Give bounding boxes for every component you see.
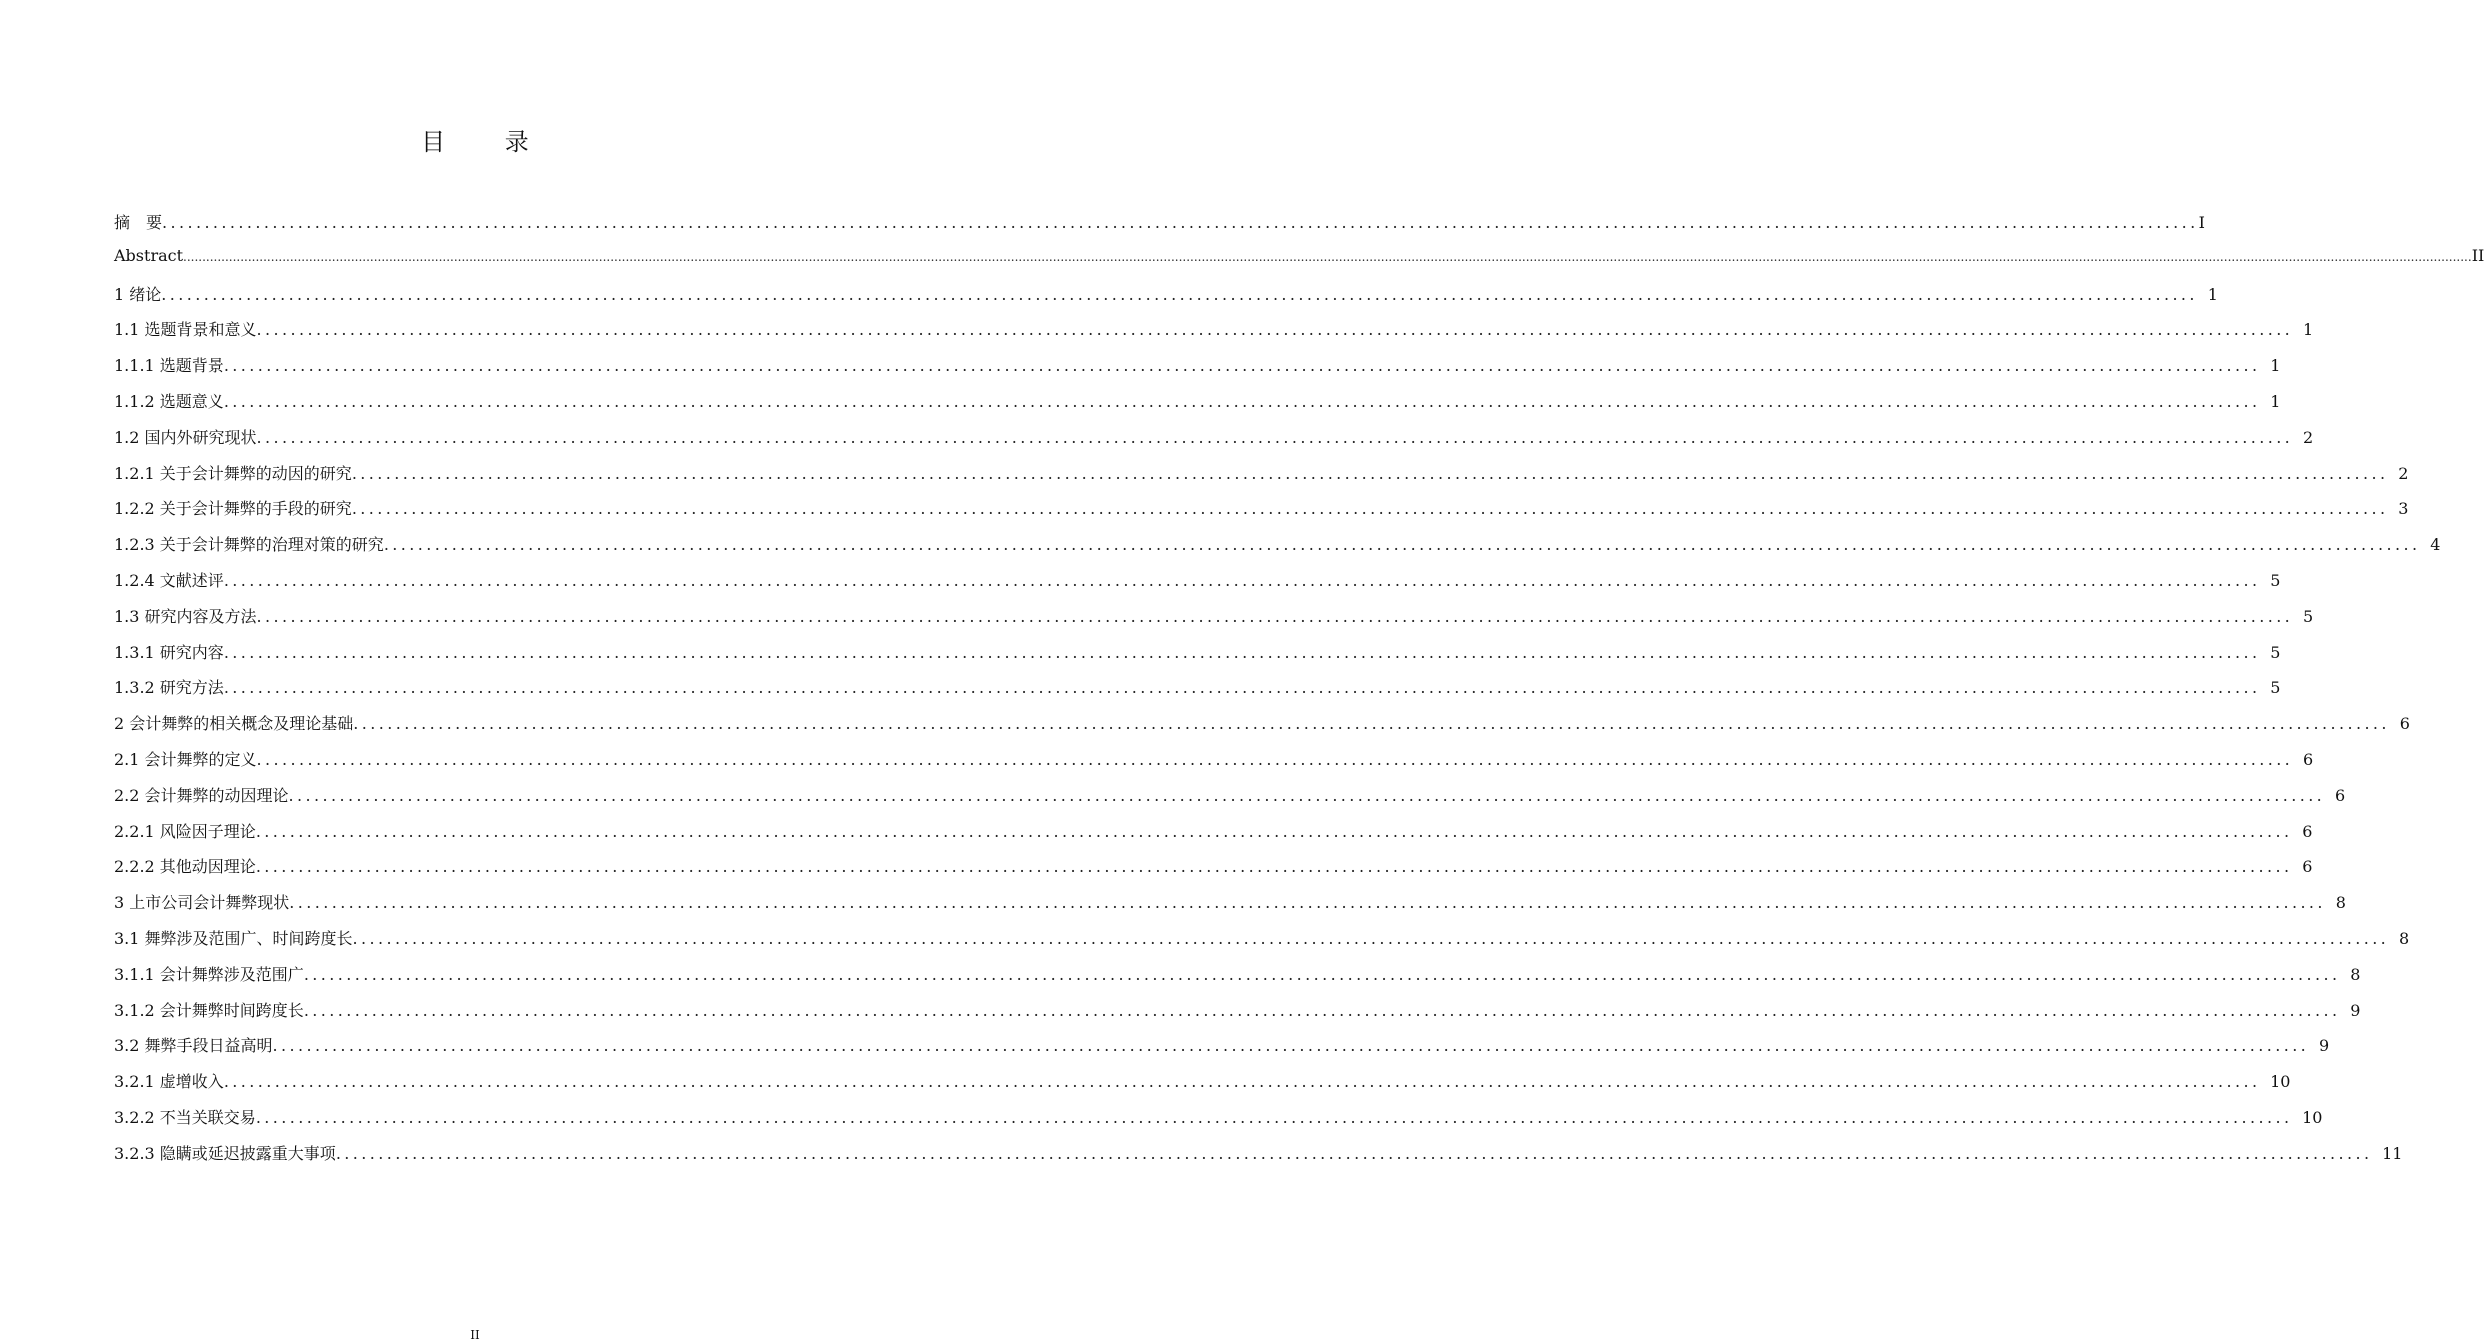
toc-entry[interactable] — [114, 1069, 2291, 1105]
toc-entry-page: 5 — [2270, 678, 2281, 698]
toc-dot-leader: ................................................................................................................................................................................................................................................ — [335, 1143, 2373, 1163]
toc-entry-page: 8 — [2398, 928, 2410, 948]
toc-dot-leader: ................................................................................................................................................................................................................................................ — [256, 427, 2294, 447]
toc-dot-leader: ................................................................................................................................................................................................................................................ — [303, 964, 2341, 984]
toc-entry[interactable] — [114, 210, 2205, 246]
toc-entry[interactable] — [114, 282, 2218, 318]
toc-entry[interactable] — [114, 1141, 2403, 1177]
toc-entry-label: 3.2 舞弊手段日益高明 — [114, 1036, 273, 1056]
toc-entry-label: 2.1 会计舞弊的定义 — [114, 749, 257, 769]
toc-entry-label: 1 绪论 — [114, 284, 162, 304]
toc-dot-leader: ................................................................................................................................................................................................................................................ — [223, 570, 2261, 590]
toc-dot-leader: ................................................................................................................................................................................................................................................ — [353, 714, 2390, 734]
toc-entry-label: 1.3.1 研究内容 — [114, 642, 224, 662]
toc-entry[interactable] — [114, 568, 2281, 604]
toc-entry-page: 6 — [2302, 857, 2313, 877]
toc-entry-label: 1.2 国内外研究现状 — [114, 427, 257, 447]
toc-entry-label: 2.2 会计舞弊的动因理论 — [114, 785, 289, 805]
toc-entry[interactable] — [114, 962, 2361, 998]
toc-entry[interactable] — [114, 245, 2484, 282]
toc-entry-label: 1.1.2 选题意义 — [114, 391, 224, 411]
toc-entry[interactable] — [114, 854, 2313, 890]
toc-entry-page: II — [2471, 245, 2484, 265]
toc-entry[interactable] — [114, 747, 2314, 783]
toc-entry-page: 1 — [2270, 356, 2281, 376]
toc-entry[interactable] — [114, 640, 2281, 676]
toc-dot-leader: ........................................................................................................................................................................................................................................................................................................................................................................................................................................................................................................................................................................................................................ — [183, 249, 2472, 264]
toc-entry-label: 3.2.2 不当关联交易 — [114, 1107, 256, 1127]
toc-dot-leader: ................................................................................................................................................................................................................................................ — [255, 857, 2293, 877]
toc-entry-label: 1.2.4 文献述评 — [114, 570, 224, 590]
toc-entry-page: 8 — [2350, 964, 2361, 984]
page-title: 目 录 — [421, 128, 555, 156]
toc-entry[interactable] — [114, 317, 2314, 353]
toc-entry-label: 1.2.3 关于会计舞弊的治理对策的研究 — [114, 535, 384, 555]
toc-dot-leader: ................................................................................................................................................................................................................................................ — [161, 284, 2198, 304]
toc-entry-label: 2 会计舞弊的相关概念及理论基础 — [114, 714, 354, 734]
toc-entry-page: 10 — [2270, 1072, 2291, 1092]
toc-dot-leader: ................................................................................................................................................................................................................................................ — [303, 1000, 2341, 1020]
toc-entry-label: 3.2.3 隐瞒或延迟披露重大事项 — [114, 1143, 336, 1163]
toc-entry-page: 6 — [2302, 821, 2313, 841]
toc-dot-leader: ................................................................................................................................................................................................................................................ — [255, 1107, 2293, 1127]
toc-dot-leader: ................................................................................................................................................................................................................................................ — [255, 821, 2293, 841]
toc-entry-page: 6 — [2399, 714, 2410, 734]
toc-dot-leader: ................................................................................................................................................................................................................................................ — [289, 893, 2326, 913]
toc-entry-page: 11 — [2382, 1143, 2403, 1163]
toc-entry[interactable] — [114, 675, 2281, 711]
toc-entry-page: 10 — [2302, 1107, 2323, 1127]
toc-entry-page: 4 — [2430, 535, 2441, 555]
toc-dot-leader: ................................................................................................................................................................................................................................................ — [288, 785, 2326, 805]
toc-entry-label: 3.1.1 会计舞弊涉及范围广 — [114, 964, 304, 984]
toc-dot-leader: ................................................................................................................................................................................................................................................ — [223, 678, 2261, 698]
toc-entry-page: 9 — [2350, 1000, 2361, 1020]
toc-dot-leader: ................................................................................................................................................................................................................................................ — [272, 1036, 2310, 1056]
toc-entry[interactable] — [114, 998, 2361, 1034]
toc-entry-label: 3 上市公司会计舞弊现状 — [114, 893, 290, 913]
toc-dot-leader: ................................................................................................................................................................................................................................................ — [256, 606, 2294, 626]
toc-entry-page: 3 — [2398, 499, 2409, 519]
toc-entry[interactable] — [114, 496, 2409, 532]
toc-entry-page: 1 — [2270, 391, 2281, 411]
toc-dot-leader: ................................................................................................................................................................................................................................................ — [223, 391, 2261, 411]
toc-entry-label: Abstract — [114, 245, 184, 265]
toc-entry[interactable] — [114, 425, 2314, 461]
toc-entry-page: 5 — [2302, 606, 2314, 626]
toc-entry[interactable] — [114, 890, 2346, 926]
toc-entry-label: 1.1 选题背景和意义 — [114, 320, 257, 340]
toc-entry-label: 1.1.1 选题背景 — [114, 356, 224, 376]
toc-entry[interactable] — [114, 389, 2281, 425]
toc-entry-label: 1.2.2 关于会计舞弊的手段的研究 — [114, 499, 352, 519]
toc-entry-label: 1.2.1 关于会计舞弊的动因的研究 — [114, 463, 352, 483]
toc-entry[interactable] — [114, 604, 2314, 640]
toc-dot-leader: ................................................................................................................................................................................................................................................ — [351, 463, 2389, 483]
toc-entry-label: 3.1.2 会计舞弊时间跨度长 — [114, 1000, 304, 1020]
toc-dot-leader: ................................................................................................................................................................................................................................................ — [223, 642, 2261, 662]
toc-entry-page: 5 — [2270, 570, 2281, 590]
toc-entry-page: 1 — [2302, 320, 2314, 340]
toc-entry-page: I — [2198, 213, 2205, 232]
toc-entry-page: 6 — [2334, 785, 2346, 805]
toc-dot-leader: ................................................................................................................................................................................................................................................ — [256, 749, 2294, 769]
toc-entry-page: 9 — [2318, 1036, 2330, 1056]
toc-entry[interactable] — [114, 1105, 2323, 1141]
toc-entry-page: 8 — [2335, 893, 2346, 913]
toc-entry-label: 2.2.1 风险因子理论 — [114, 821, 256, 841]
toc-entry-label: 1.3.2 研究方法 — [114, 678, 224, 698]
toc-dot-leader: ................................................................................................................................................................................................................................................ — [383, 535, 2421, 555]
toc-entry[interactable] — [114, 926, 2410, 962]
toc-dot-leader: ................................................................................................................................................................................................................................................ — [351, 499, 2389, 519]
toc-entry-page: 2 — [2302, 427, 2314, 447]
table-of-contents — [114, 210, 2484, 1177]
toc-dot-leader: ................................................................................................................................................................................................................................................ — [223, 1072, 2261, 1092]
toc-entry-label: 3.2.1 虚增收入 — [114, 1072, 224, 1092]
toc-entry-page: 2 — [2398, 463, 2409, 483]
footer-page-number: II — [470, 1328, 480, 1342]
toc-dot-leader: ................................................................................................................................................................................................................................................ — [223, 356, 2261, 376]
toc-entry[interactable] — [114, 711, 2410, 747]
toc-entry-label: 2.2.2 其他动因理论 — [114, 857, 256, 877]
toc-entry-label: 摘 要 — [114, 213, 163, 232]
toc-entry-page: 5 — [2270, 642, 2281, 662]
toc-entry[interactable] — [114, 461, 2409, 497]
toc-entry[interactable] — [114, 1033, 2330, 1069]
toc-dot-leader: ................................................................................................................................................................................................................................................ — [256, 320, 2294, 340]
toc-entry-label: 1.3 研究内容及方法 — [114, 606, 257, 626]
toc-dot-leader: ................................................................................................................................................................................................................................................ — [352, 928, 2390, 948]
toc-entry-label: 3.1 舞弊涉及范围广、时间跨度长 — [114, 928, 353, 948]
toc-entry-page: 6 — [2302, 749, 2314, 769]
toc-entry[interactable] — [114, 532, 2441, 568]
toc-dot-leader: ................................................................................................................................................................................................................................................ — [162, 213, 2199, 232]
toc-entry-page: 1 — [2207, 284, 2218, 304]
toc-entry[interactable] — [114, 783, 2346, 819]
toc-entry[interactable] — [114, 353, 2281, 389]
toc-entry[interactable] — [114, 819, 2313, 855]
